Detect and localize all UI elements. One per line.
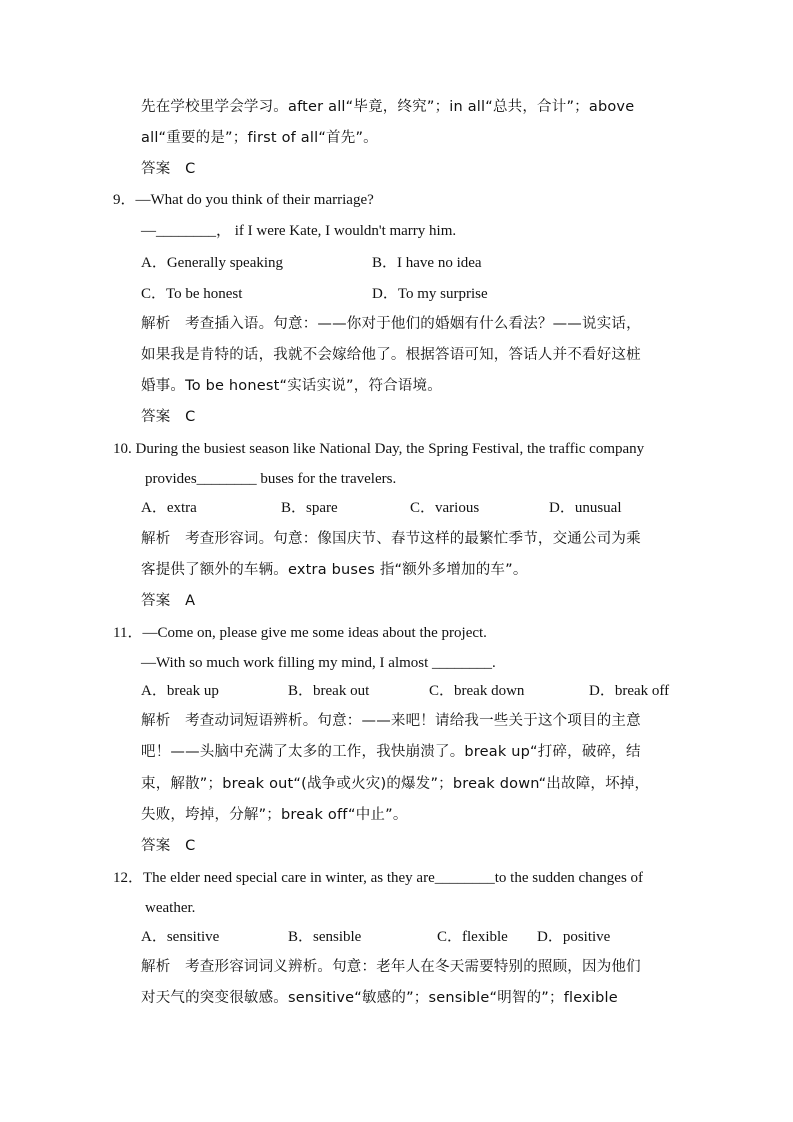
answer-option: D．unusual <box>549 500 622 516</box>
text-line: 先在学校里学会学习。after all“毕竟，终究”；in all“总共，合计”；above <box>141 99 635 115</box>
text-line: 失败，垮掉，分解”；break off“中止”。 <box>141 807 408 823</box>
answer-option: D．break off <box>589 683 670 699</box>
text-line: —________， if I were Kate, I wouldn't marry him. <box>141 223 457 239</box>
text-line: 解析 考查形容词词义辨析。句意：老年人在冬天需要特别的照顾，因为他们 <box>141 959 641 975</box>
text-line: 9．—What do you think of their marriage? <box>113 192 374 208</box>
text-line: —With so much work filling my mind, I almost ________. <box>141 655 496 671</box>
text-line: 对天气的突变很敏感。sensitive“敏感的”；sensible“明智的”；flexible <box>141 990 618 1006</box>
text-line: 答案 C <box>141 409 196 425</box>
answer-option: B．sensible <box>288 929 362 945</box>
text-line: 客提供了额外的车辆。extra buses 指“额外多增加的车”。 <box>141 562 528 578</box>
text-line: 11．—Come on, please give me some ideas about the project. <box>113 625 487 641</box>
text-line: 10. During the busiest season like National Day, the Spring Festival, the traffic company <box>113 441 645 457</box>
answer-option: B．break out <box>288 683 370 699</box>
text-line: all“重要的是”；first of all“首先”。 <box>141 130 378 146</box>
answer-option: C．break down <box>429 683 525 699</box>
text-line: 答案 C <box>141 161 196 177</box>
answer-option: A．Generally speaking <box>141 255 284 271</box>
text-line: 束，解散”；break out“(战争或火灾)的爆发”；break down“出故障，坏掉， <box>141 776 650 792</box>
text-line: 解析 考查插入语。句意：——你对于他们的婚姻有什么看法？——说实话， <box>141 316 641 332</box>
text-line: weather. <box>145 900 196 916</box>
text-line: provides________ buses for the travelers. <box>145 471 397 487</box>
text-line: 答案 C <box>141 838 196 854</box>
text-line: 答案 A <box>141 593 196 609</box>
answer-option: A．extra <box>141 500 197 516</box>
answer-option: C．flexible <box>437 929 508 945</box>
text-line: 解析 考查形容词。句意：像国庆节、春节这样的最繁忙季节，交通公司为乘 <box>141 531 641 547</box>
answer-option: C．To be honest <box>141 286 243 302</box>
text-line: 婚事。To be honest“实话实说”，符合语境。 <box>141 378 442 394</box>
answer-option: A．sensitive <box>141 929 220 945</box>
answer-option: B．spare <box>281 500 338 516</box>
answer-option: B．I have no idea <box>372 255 482 271</box>
text-line: 12．The elder need special care in winter, as they are________to the sudden changes of <box>113 870 644 886</box>
answer-option: C．various <box>410 500 480 516</box>
answer-option: A．break up <box>141 683 219 699</box>
text-line: 解析 考查动词短语辨析。句意：——来吧！请给我一些关于这个项目的主意 <box>141 713 641 729</box>
answer-option: D．positive <box>537 929 611 945</box>
text-line: 如果我是肯特的话，我就不会嫁给他了。根据答语可知，答话人并不看好这桩 <box>141 347 641 363</box>
text-line: 吧！——头脑中充满了太多的工作，我快崩溃了。break up“打碎，破碎，结 <box>141 744 641 760</box>
answer-option: D．To my surprise <box>372 286 488 302</box>
